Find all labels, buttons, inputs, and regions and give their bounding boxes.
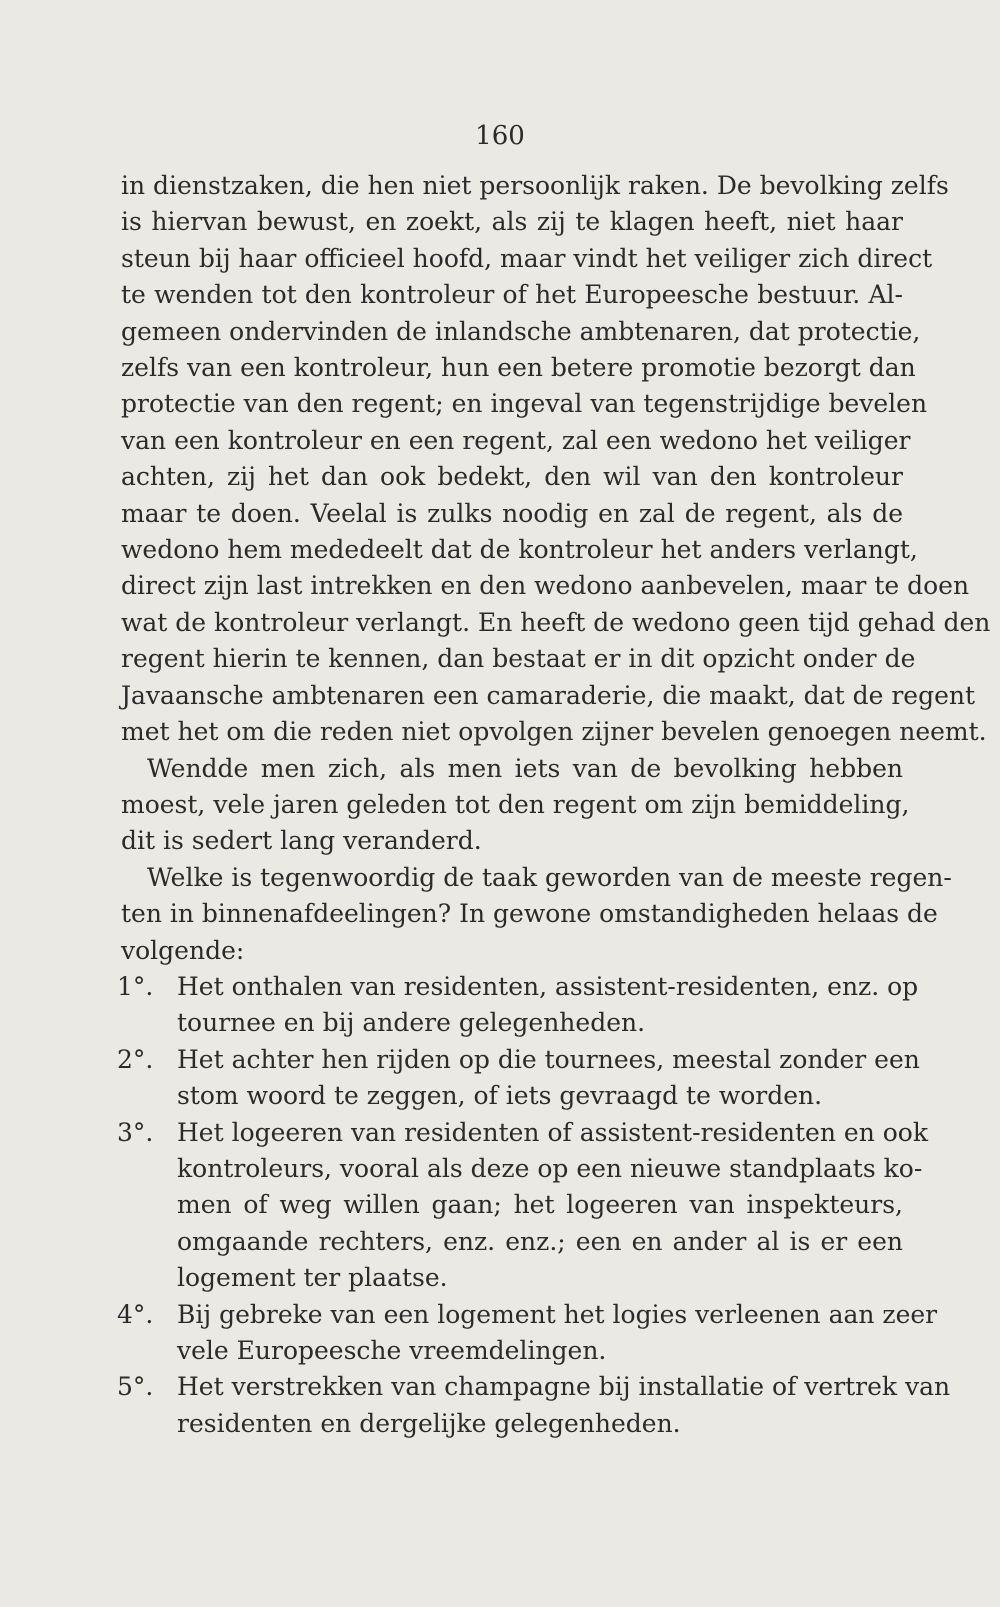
text-line: vele Europeesche vreemdelingen.	[177, 1336, 607, 1365]
text-line: dit is sedert lang veranderd.	[121, 826, 482, 856]
text-line: te wenden tot den kontroleur of het Europeesche bestuur. Al-	[121, 280, 903, 310]
text-line: zelfs van een kontroleur, hun een betere promotie bezorgt dan	[121, 353, 916, 383]
text-line: Javaansche ambtenaren een camaraderie, die maakt, dat de regent	[121, 680, 976, 710]
numbered-list	[117, 969, 951, 1442]
text-line: ten in binnenafdeelingen? In gewone omstandigheden helaas de	[121, 899, 938, 929]
text-line: wat de kontroleur verlangt. En heeft de wedono geen tijd gehad den	[121, 607, 991, 637]
text-line: logement ter plaatse.	[177, 1263, 448, 1293]
text-line: moest, vele jaren geleden tot den regent om zijn bemiddeling,	[121, 789, 910, 819]
text-line: regent hierin te kennen, dan bestaat er in dit opzicht onder de	[121, 644, 916, 674]
text-line: steun bij haar officieel hoofd, maar vindt het veiliger zich direct	[121, 243, 933, 273]
text-line: men of weg willen gaan; het logeeren van inspekteurs,	[177, 1190, 903, 1220]
text-line: achten, zij het dan ook bedekt, den wil van den kontroleur	[121, 462, 903, 492]
text-line: volgende:	[121, 935, 245, 965]
text-line: met het om die reden niet opvolgen zijner bevelen genoegen neemt.	[121, 717, 987, 747]
text-line: maar te doen. Veelal is zulks noodig en zal de regent, als de	[121, 498, 903, 528]
paragraph	[121, 751, 910, 860]
list-number: 3°.	[117, 1117, 154, 1147]
text-line: Het onthalen van residenten, assistent-residenten, enz. op	[177, 971, 919, 1001]
text-line: kontroleurs, vooral als deze op een nieuwe standplaats ko-	[177, 1153, 923, 1183]
text-line: van een kontroleur en een regent, zal een wedono het veiliger	[121, 425, 911, 455]
list-number: 2°.	[117, 1044, 154, 1074]
text-line: direct zijn last intrekken en den wedono aanbevelen, maar te doen	[121, 571, 970, 601]
text-line: is hiervan bewust, en zoekt, als zij te klagen heeft, niet haar	[121, 207, 903, 237]
list-number: 4°.	[117, 1299, 154, 1329]
text-line: Het achter hen rijden op die tournees, meestal zonder een	[177, 1044, 920, 1074]
text-line: Bij gebreke van een logement het logies verleenen aan zeer	[177, 1299, 938, 1329]
text-line: Wendde men zich, als men iets van de bevolking hebben	[147, 753, 903, 783]
text-line: protectie van den regent; en ingeval van tegenstrijdige bevelen	[121, 389, 928, 419]
text-line: tournee en bij andere gelegenheden.	[177, 1008, 646, 1038]
paragraph	[121, 860, 952, 969]
text-line: in dienstzaken, die hen niet persoonlijk raken. De bevolking zelfs	[121, 171, 949, 200]
page-number: 160	[475, 121, 525, 151]
text-line: residenten en dergelijke gelegenheden.	[177, 1408, 681, 1438]
list-number: 5°.	[117, 1372, 154, 1402]
text-line: gemeen ondervinden de inlandsche ambtenaren, dat protectie,	[121, 316, 921, 346]
list-item	[117, 1297, 938, 1370]
text-line: Welke is tegenwoordig de taak geworden van de meeste regen-	[147, 862, 952, 892]
paragraph	[121, 168, 991, 751]
text-line: wedono hem mededeelt dat de kontroleur het anders verlangt,	[121, 535, 918, 565]
text-line: omgaande rechters, enz. enz.; een en ander al is er een	[177, 1226, 903, 1256]
list-item	[117, 1042, 920, 1115]
list-item	[117, 1369, 951, 1442]
text-line: Het logeeren van residenten of assistent-residenten en ook	[177, 1117, 928, 1147]
list-number: 1°.	[117, 971, 154, 1001]
page-body	[117, 168, 991, 1442]
list-item	[117, 1115, 928, 1297]
text-line: Het verstrekken van champagne bij installatie of vertrek van	[177, 1372, 951, 1402]
list-item	[117, 969, 919, 1042]
text-line: stom woord te zeggen, of iets gevraagd te worden.	[177, 1081, 823, 1111]
